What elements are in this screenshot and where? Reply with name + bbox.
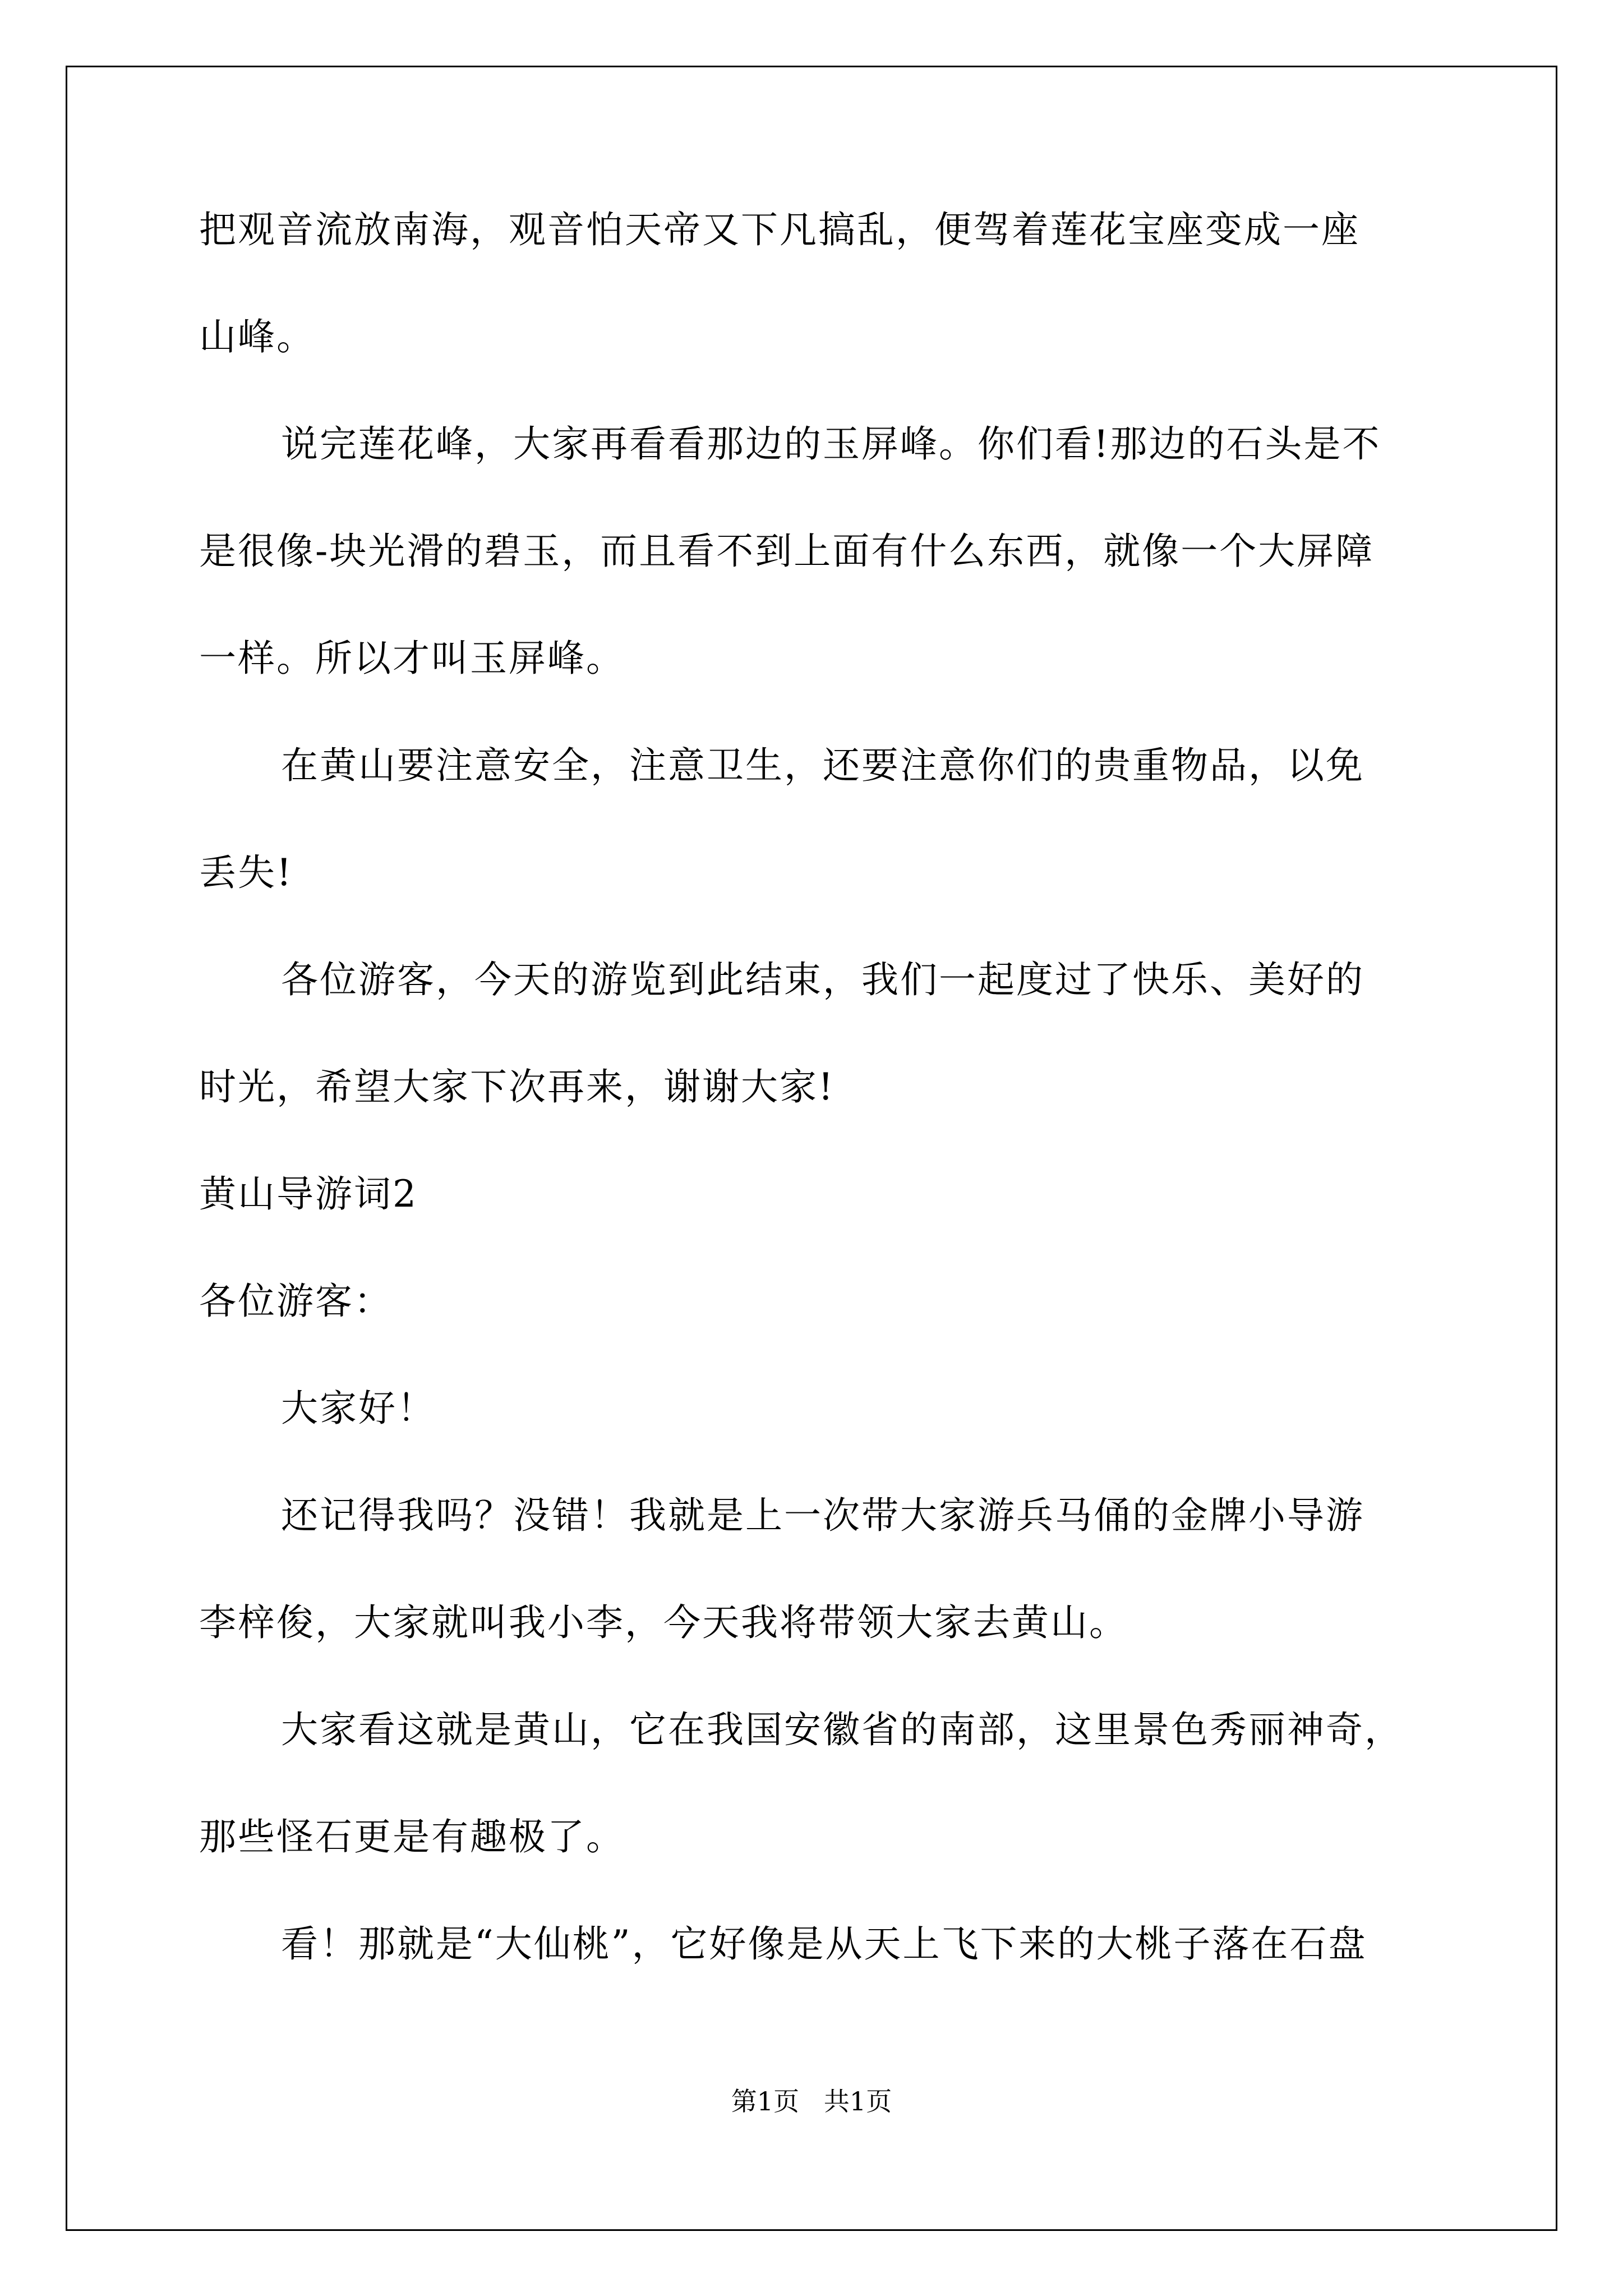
- text-line: 那些怪石更是有趣极了。: [199, 1815, 625, 1858]
- page-footer: 第1页 共1页: [731, 2086, 892, 2116]
- text-line: 把观音流放南海，观音怕天帝又下凡搞乱，便驾着莲花宝座变成一座: [199, 208, 1360, 251]
- text-line: 时光，希望大家下次再来，谢谢大家!: [199, 1065, 835, 1108]
- text-line: 山峰。: [199, 315, 315, 358]
- text-line: 大家看这就是黄山，它在我国安徽省的南部，这里景色秀丽神奇，: [281, 1708, 1403, 1751]
- text-line: 说完莲花峰，大家再看看那边的玉屏峰。你们看!那边的石头是不: [281, 422, 1381, 466]
- text-line: 还记得我吗？没错！我就是上一次带大家游兵马俑的金牌小导游: [281, 1494, 1364, 1537]
- text-line: 各位游客，今天的游览到此结束，我们一起度过了快乐、美好的: [281, 958, 1364, 1001]
- salutation: 各位游客：: [199, 1280, 393, 1323]
- text-line: 一样。所以才叫玉屏峰。: [199, 637, 625, 680]
- text-line: 丢失!: [199, 851, 293, 894]
- section-heading: 黄山导游词2: [199, 1172, 418, 1216]
- document-body: [199, 208, 1433, 2029]
- greeting: 大家好！: [281, 1387, 436, 1430]
- text-line: 李梓俊，大家就叫我小李，今天我将带领大家去黄山。: [199, 1601, 1128, 1644]
- text-line: 看！那就是“大仙桃”，它好像是从天上飞下来的大桃子落在石盘: [281, 1922, 1367, 1966]
- text-line: 是很像-块光滑的碧玉，而且看不到上面有什么东西，就像一个大屏障: [199, 530, 1375, 573]
- text-line: 在黄山要注意安全，注意卫生，还要注意你们的贵重物品，以免: [281, 744, 1364, 787]
